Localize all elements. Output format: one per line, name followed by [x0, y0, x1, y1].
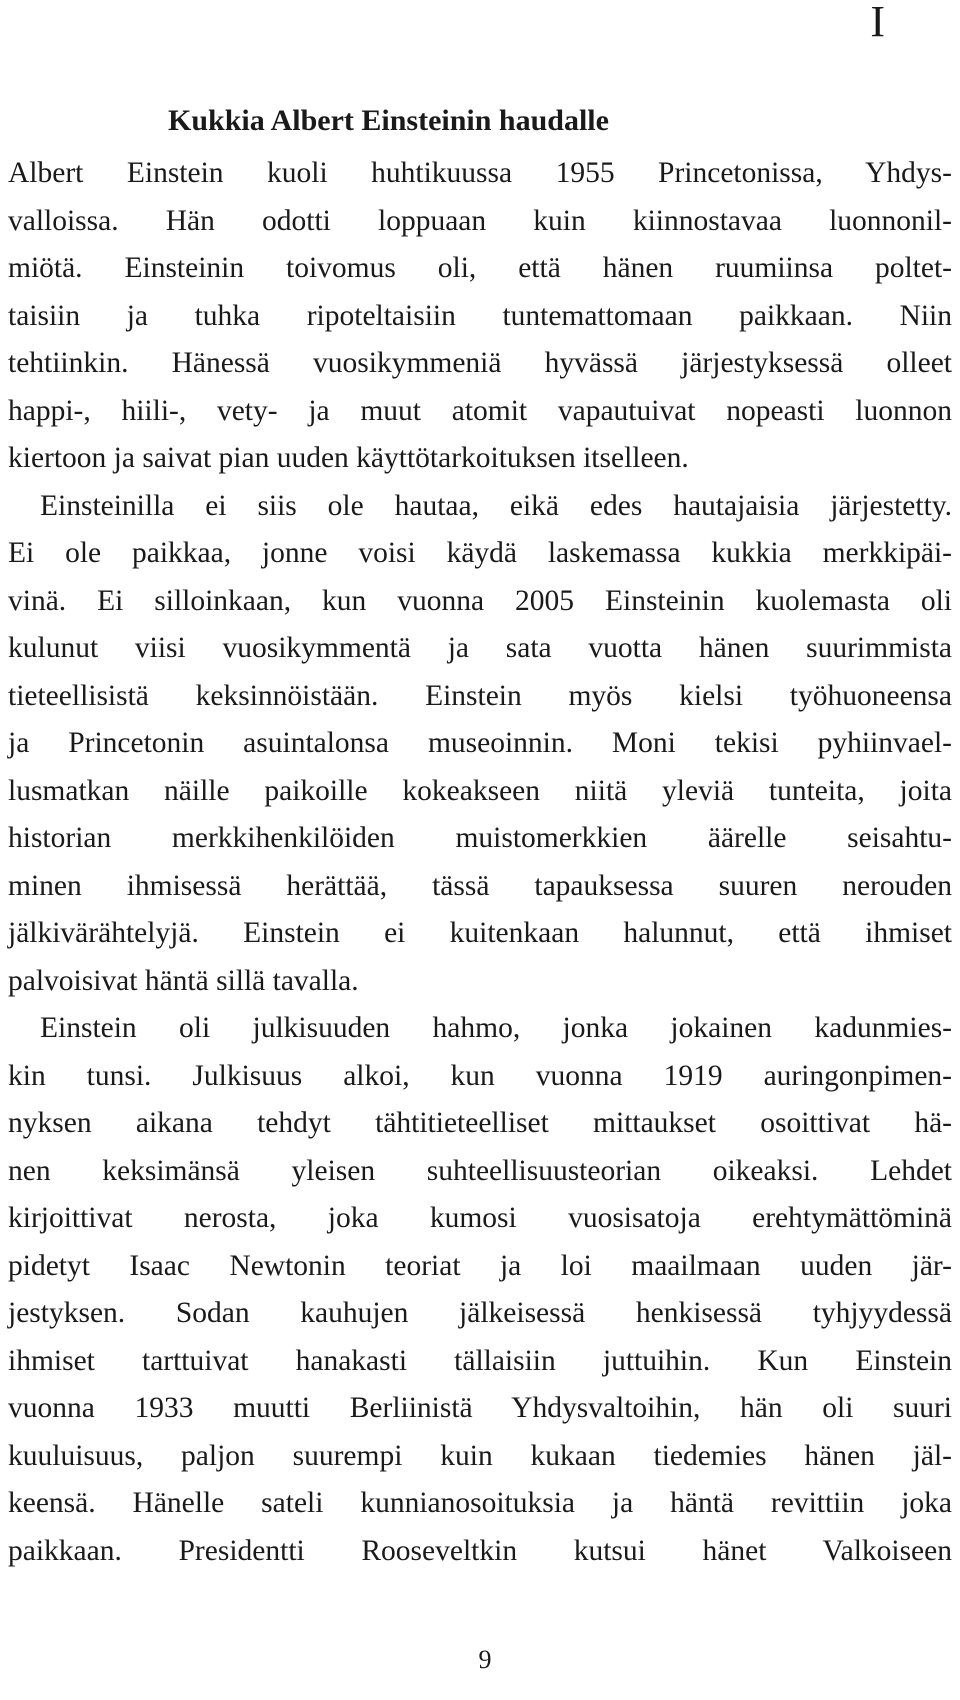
- text-line: valloissa. Hän odotti loppuaan kuin kiinnostavaa luonnonil-: [8, 204, 952, 237]
- text-line: ja Princetonin asuintalonsa museoinnin. Moni tekisi pyhiinvael-: [8, 727, 952, 759]
- text-line: pidetyt Isaac Newtonin teoriat ja loi maailmaan uuden jär-: [8, 1249, 952, 1282]
- text-line: keensä. Hänelle sateli kunnianosoituksia ja häntä revittiin joka: [8, 1487, 952, 1519]
- text-line: vinä. Ei silloinkaan, kun vuonna 2005 Einsteinin kuolemasta oli: [8, 584, 952, 617]
- text-line: tehtiinkin. Hänessä vuosikymmeniä hyvässä järjestyksessä olleet: [8, 347, 952, 379]
- text-line: taisiin ja tuhka ripoteltaisiin tuntemattomaan paikkaan. Niin: [8, 299, 952, 332]
- chapter-number: I: [870, 0, 885, 46]
- text-line: minen ihmisessä herättää, tässä tapauksessa suuren nerouden: [8, 869, 952, 902]
- page-number: 9: [478, 1645, 492, 1674]
- text-line: nen keksimänsä yleisen suhteellisuusteorian oikeaksi. Lehdet: [8, 1154, 952, 1187]
- body-text: [8, 150, 952, 1575]
- text-line: vuonna 1933 muutti Berliinistä Yhdysvaltoihin, hän oli suuri: [8, 1392, 952, 1424]
- text-line: miötä. Einsteinin toivomus oli, että hänen ruumiinsa poltet-: [8, 252, 952, 284]
- text-line: kuuluisuus, paljon suurempi kuin kukaan tiedemies hänen jäl-: [8, 1439, 952, 1472]
- text-line: palvoisivat häntä sillä tavalla.: [8, 964, 359, 997]
- chapter-title: Kukkia Albert Einsteinin haudalle: [168, 104, 609, 137]
- text-line: jestyksen. Sodan kauhujen jälkeisessä henkisessä tyhjyydessä: [8, 1297, 952, 1329]
- text-line: kirjoittivat nerosta, joka kumosi vuosisatoja erehtymättöminä: [8, 1202, 952, 1234]
- text-line: paikkaan. Presidentti Rooseveltkin kutsui hänet Valkoiseen: [8, 1534, 952, 1567]
- text-line: Einsteinilla ei siis ole hautaa, eikä edes hautajaisia järjestetty.: [40, 489, 952, 522]
- text-line: historian merkkihenkilöiden muistomerkkien äärelle seisahtu-: [8, 822, 952, 854]
- text-line: kulunut viisi vuosikymmentä ja sata vuotta hänen suurimmista: [8, 632, 952, 664]
- text-line: happi-, hiili-, vety- ja muut atomit vapautuivat nopeasti luonnon: [8, 394, 952, 427]
- text-line: kin tunsi. Julkisuus alkoi, kun vuonna 1919 auringonpimen-: [8, 1059, 952, 1092]
- text-line: kiertoon ja saivat pian uuden käyttötarkoituksen itselleen.: [8, 442, 689, 474]
- text-line: Albert Einstein kuoli huhtikuussa 1955 Princetonissa, Yhdys-: [8, 157, 952, 189]
- text-line: lusmatkan näille paikoille kokeakseen niitä yleviä tunteita, joita: [8, 774, 952, 807]
- text-line: Einstein oli julkisuuden hahmo, jonka jokainen kadunmies-: [40, 1012, 952, 1044]
- text-line: Ei ole paikkaa, jonne voisi käydä laskemassa kukkia merkkipäi-: [8, 537, 952, 569]
- text-line: nyksen aikana tehdyt tähtitieteelliset mittaukset osoittivat hä-: [8, 1107, 952, 1139]
- text-line: tieteellisistä keksinnöistään. Einstein myös kielsi työhuoneensa: [8, 679, 952, 712]
- text-line: ihmiset tarttuivat hanakasti tällaisiin juttuihin. Kun Einstein: [8, 1344, 952, 1377]
- text-line: jälkivärähtelyjä. Einstein ei kuitenkaan halunnut, että ihmiset: [8, 917, 952, 949]
